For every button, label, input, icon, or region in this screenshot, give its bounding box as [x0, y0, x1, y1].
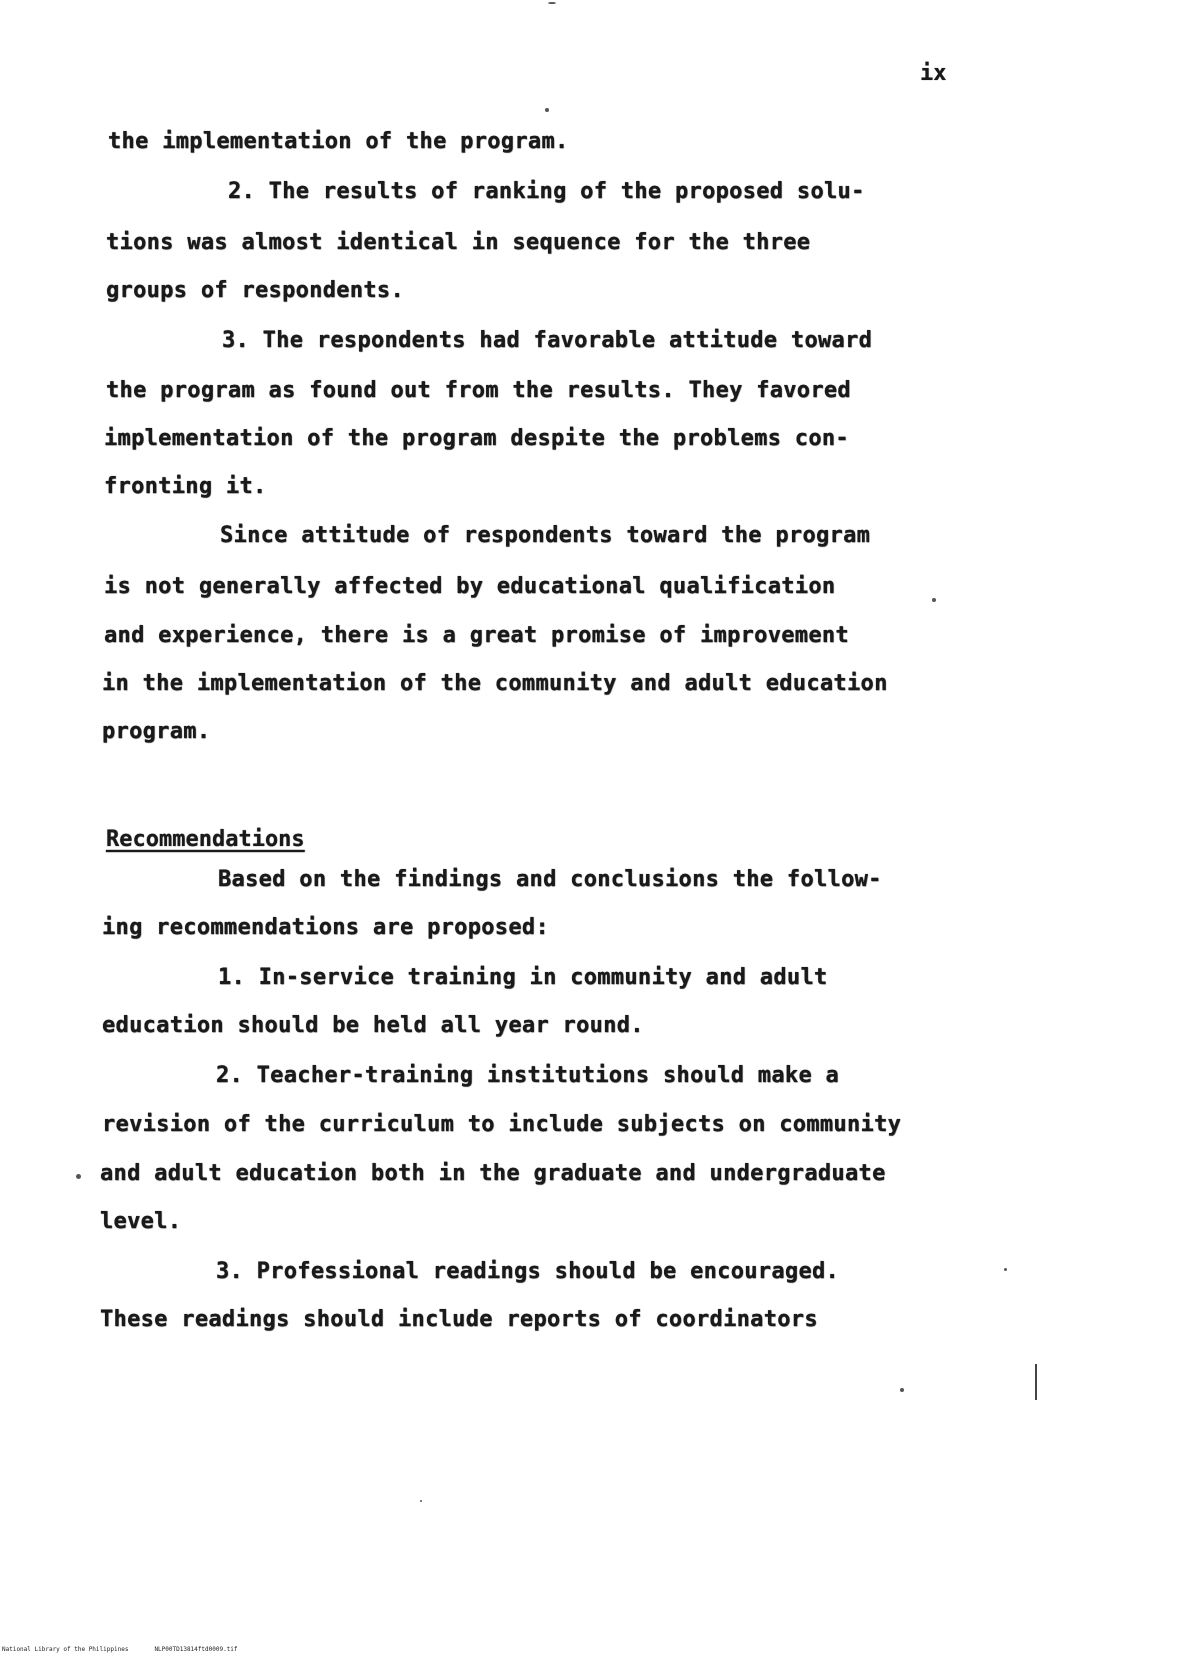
recommendations-heading: Recommendations — [106, 827, 305, 852]
scan-margin-mark — [1035, 1364, 1037, 1400]
body-line: Since attitude of respondents toward the program — [220, 523, 871, 548]
body-line: the implementation of the program. — [108, 129, 569, 154]
body-line: in the implementation of the community and adult education — [102, 671, 888, 696]
footer-library: National Library of the Philippines — [2, 1646, 129, 1653]
scan-speck — [1004, 1268, 1007, 1271]
recommendation-line: 3. Professional readings should be encouraged. — [216, 1259, 840, 1284]
recommendation-line: education should be held all year round. — [102, 1013, 644, 1038]
recommendation-line: Based on the findings and conclusions the follow- — [218, 867, 882, 892]
body-line: 3. The respondents had favorable attitude toward — [222, 328, 873, 353]
scan-speck — [548, 2, 556, 4]
scan-speck — [932, 598, 936, 602]
body-line: program. — [102, 719, 211, 744]
recommendation-line: and adult education both in the graduate and undergraduate — [100, 1161, 886, 1186]
body-line: tions was almost identical in sequence for the three — [106, 230, 811, 255]
body-line: fronting it. — [104, 474, 267, 499]
scan-speck — [545, 108, 549, 112]
body-line: groups of respondents. — [106, 278, 404, 303]
scan-speck — [420, 1500, 422, 1502]
body-line: 2. The results of ranking of the proposed solu- — [228, 179, 865, 204]
recommendation-line: These readings should include reports of coordinators — [100, 1307, 818, 1332]
body-line: the program as found out from the results. They favored — [106, 378, 851, 403]
footer-filename: NLP00TD13814ftd0009.tif — [154, 1646, 238, 1653]
scan-speck — [76, 1174, 81, 1179]
scan-speck — [900, 1388, 904, 1392]
scan-footer — [2, 1646, 238, 1654]
recommendation-line: ing recommendations are proposed: — [102, 915, 549, 940]
body-line: is not generally affected by educational qualification — [104, 574, 836, 599]
body-line: implementation of the program despite the problems con- — [104, 426, 849, 451]
recommendation-line: 1. In-service training in community and adult — [218, 965, 828, 990]
recommendation-line: level. — [100, 1209, 182, 1234]
recommendation-line: revision of the curriculum to include subjects on community — [102, 1112, 902, 1137]
recommendation-line: 2. Teacher-training institutions should make a — [216, 1063, 840, 1088]
body-line: and experience, there is a great promise of improvement — [104, 623, 849, 648]
page-number: ix — [920, 61, 947, 86]
